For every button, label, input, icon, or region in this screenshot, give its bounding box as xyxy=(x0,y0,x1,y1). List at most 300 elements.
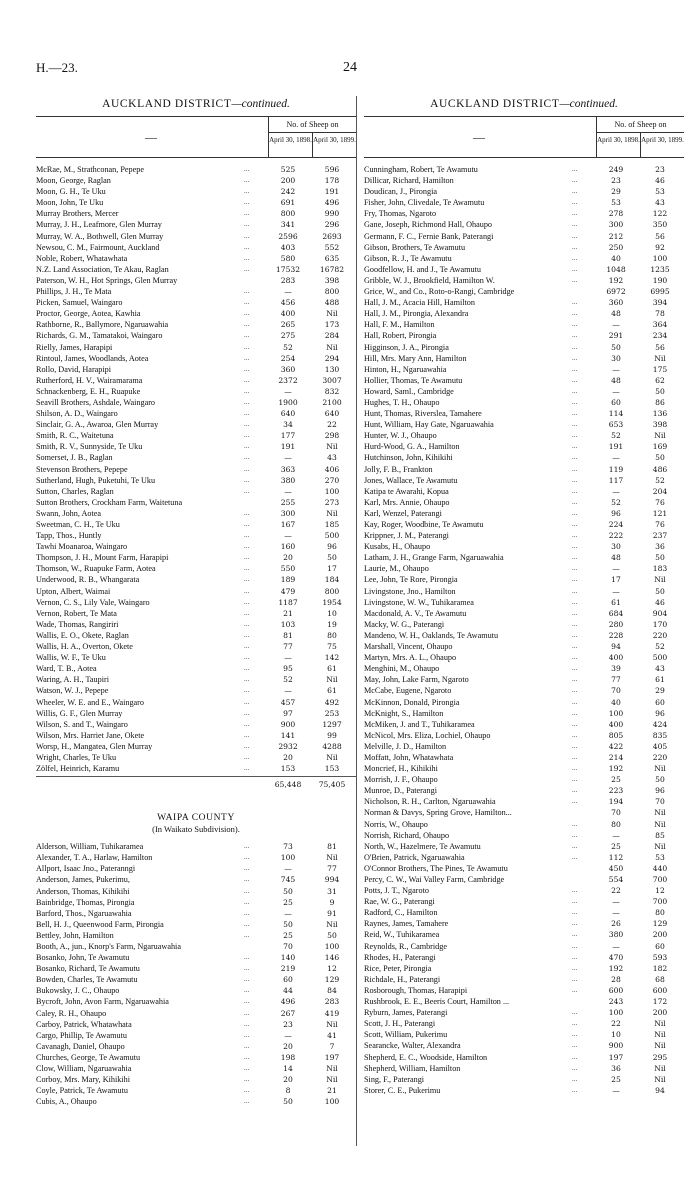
owner-name: Dillicar, Richard, Hamilton xyxy=(364,176,454,186)
sheep-1898: 197 xyxy=(608,1052,624,1062)
district-title: AUCKLAND DISTRICT—continued. xyxy=(430,98,618,110)
total-1899: 75,405 xyxy=(318,780,346,790)
owner-name: Jones, Wallace, Te Awamutu xyxy=(364,475,458,485)
table-row xyxy=(36,286,356,297)
owner-name: Watson, W. J., Pepepe xyxy=(36,686,109,696)
table-row xyxy=(364,219,684,230)
sheep-1898: — xyxy=(284,864,292,874)
owner-name: Rollo, David, Harapipi xyxy=(36,364,112,374)
leader-dots: ... xyxy=(572,331,578,340)
sheep-1899: 200 xyxy=(652,1008,668,1018)
sheep-1898: 2932 xyxy=(278,741,298,751)
leader-dots: ... xyxy=(572,786,578,795)
owner-name: Kay, Roger, Woodbine, Te Awamutu xyxy=(364,520,484,529)
sheep-1898: 23 xyxy=(283,1019,293,1029)
owner-name: O'Brien, Patrick, Ngaruawahia xyxy=(364,852,465,862)
sheep-1899: 234 xyxy=(652,331,668,341)
table-row xyxy=(36,652,356,663)
sheep-1898: 140 xyxy=(280,953,296,963)
table-row xyxy=(364,541,684,552)
table-row xyxy=(36,186,356,197)
table-row xyxy=(36,1030,356,1041)
table-row xyxy=(36,541,356,552)
owner-name: Martyn, Mrs. A. L., Ohaupo xyxy=(364,653,457,663)
sheep-1898: 525 xyxy=(280,165,296,174)
owner-name: Wallis, H. A., Overton, Okete xyxy=(36,642,133,652)
owner-name: Macdonald, A. V., Te Awamutu xyxy=(364,608,467,618)
sheep-1898: 61 xyxy=(611,597,621,607)
sheep-1898: 112 xyxy=(608,852,624,862)
owner-name: Richards, G. M., Tamatakoi, Waingaro xyxy=(36,331,163,341)
sheep-1899: 60 xyxy=(655,697,665,707)
sheep-1898: 81 xyxy=(283,630,293,640)
sheep-1898: 278 xyxy=(608,209,624,219)
county-rows xyxy=(36,841,356,1107)
table-row xyxy=(364,186,684,197)
leader-dots: ... xyxy=(572,974,578,983)
owner-name: Stevenson Brothers, Pepepe xyxy=(36,464,128,474)
leader-dots: ... xyxy=(572,242,578,251)
sheep-1899: 1954 xyxy=(322,597,342,607)
sheep-1899: Nil xyxy=(654,764,666,774)
owner-name: Cargo, Phillip, Te Awamutu xyxy=(36,1030,127,1040)
owner-name: Booth, A., jun., Knorp's Farm, Ngaruawahia xyxy=(36,942,181,951)
header-dash: — xyxy=(145,129,157,144)
sheep-1899: 61 xyxy=(327,664,337,674)
owner-name: Alderson, William, Tuhikaramea xyxy=(36,842,144,852)
sheep-1899: 190 xyxy=(652,275,668,285)
leader-dots: ... xyxy=(572,752,578,761)
sheep-1899: 440 xyxy=(652,863,668,873)
sheep-1898: 14 xyxy=(283,1064,293,1074)
owner-name: Moncrief, H., Kihikihi xyxy=(364,764,438,774)
owner-name: Norrish, Richard, Ohaupo xyxy=(364,830,450,840)
sheep-1898: 400 xyxy=(608,653,624,663)
leader-dots: ... xyxy=(572,475,578,484)
sheep-1899: 270 xyxy=(324,475,340,485)
owner-name: Bosanko, Richard, Te Awamutu xyxy=(36,964,140,974)
leader-dots xyxy=(244,275,266,286)
owner-name: Rosborough, Thomas, Harapipi xyxy=(364,985,468,995)
table-row xyxy=(364,530,684,541)
sheep-1899: 405 xyxy=(652,741,668,751)
table-row xyxy=(364,974,684,985)
table-row xyxy=(364,918,684,929)
owner-name: Hunt, Thomas, Riverslea, Tamahere xyxy=(364,409,482,419)
table-row xyxy=(364,408,684,419)
sheep-1898: 52 xyxy=(611,431,621,441)
table-row xyxy=(36,886,356,897)
sheep-1898: 554 xyxy=(608,875,624,884)
sheep-1899: 700 xyxy=(652,897,668,907)
owner-name: Upton, Albert, Waimai xyxy=(36,586,111,596)
table-row xyxy=(364,830,684,841)
sheep-1899: 85 xyxy=(655,830,665,840)
owner-name: Scott, William, Pukerimu xyxy=(364,1030,448,1040)
sheep-1899: 94 xyxy=(655,1085,665,1095)
right-column xyxy=(364,96,684,1096)
sheep-1899: Nil xyxy=(326,442,338,452)
leader-dots: ... xyxy=(572,264,578,273)
sheep-1898: 50 xyxy=(283,1097,293,1107)
table-row xyxy=(36,641,356,652)
table-row xyxy=(364,896,684,907)
sheep-1899: Nil xyxy=(326,919,338,929)
sheep-1898: 153 xyxy=(280,764,296,774)
leader-dots: ... xyxy=(572,1008,578,1017)
leader-dots: ... xyxy=(572,730,578,739)
sheep-1899: 68 xyxy=(655,974,665,984)
sheep-1899: 600 xyxy=(652,985,668,995)
table-row xyxy=(36,319,356,330)
table-row xyxy=(364,486,684,497)
leader-dots: ... xyxy=(572,719,578,728)
leader-dots: ... xyxy=(244,1019,250,1028)
sheep-1899: Nil xyxy=(654,819,666,829)
leader-dots: ... xyxy=(244,675,250,684)
leader-dots: ... xyxy=(244,520,250,528)
owner-name: Hall, J. M., Acacia Hill, Hamilton xyxy=(364,298,475,308)
table-row xyxy=(36,985,356,996)
owner-name: Cunningham, Robert, Te Awamutu xyxy=(364,165,478,174)
leader-dots: ... xyxy=(572,697,578,706)
leader-dots: ... xyxy=(244,864,250,873)
sheep-1899: 29 xyxy=(655,686,665,696)
leader-dots: ... xyxy=(244,619,250,628)
table-row xyxy=(36,897,356,908)
sheep-1899: 182 xyxy=(652,963,668,973)
owner-name: Rielly, James, Harapipi xyxy=(36,342,113,352)
leader-dots: ... xyxy=(572,1030,578,1039)
sheep-1898: 25 xyxy=(611,775,621,785)
sheep-1899: Nil xyxy=(654,1074,666,1084)
owner-name: Hinton, H., Ngaruawahia xyxy=(364,364,447,374)
owner-name: Smith, R. V., Sunnyside, Te Uku xyxy=(36,442,143,452)
table-row xyxy=(364,796,684,807)
table-row xyxy=(36,519,356,530)
sheep-1899: 2100 xyxy=(322,397,342,407)
sheep-1899: 424 xyxy=(652,719,668,729)
sheep-1898: 691 xyxy=(280,198,296,208)
sheep-1898: 291 xyxy=(608,331,624,341)
sheep-1898: — xyxy=(284,386,292,396)
leader-dots xyxy=(572,286,594,297)
sheep-1898: 50 xyxy=(283,886,293,896)
leader-dots: ... xyxy=(572,653,578,662)
table-row xyxy=(36,353,356,364)
owner-name: Wilson, Mrs. Harriet Jane, Okete xyxy=(36,730,145,740)
table-row xyxy=(36,552,356,563)
sheep-1899: 23 xyxy=(655,165,665,174)
sheep-1899: 43 xyxy=(655,198,665,208)
owner-name: Bettley, John, Hamilton xyxy=(36,930,114,940)
sheep-1899: 419 xyxy=(324,1008,340,1018)
sheep-1898: 114 xyxy=(608,409,624,419)
leader-dots: ... xyxy=(572,664,578,673)
table-row xyxy=(36,952,356,963)
sheep-1898: 280 xyxy=(608,619,624,629)
leader-dots: ... xyxy=(244,475,250,484)
table-row xyxy=(364,286,684,297)
sheep-1899: 1235 xyxy=(650,264,670,274)
table-row xyxy=(36,1063,356,1074)
owner-name: Hall, Robert, Pirongia xyxy=(364,331,437,341)
sheep-1898: — xyxy=(284,453,292,463)
leader-dots: ... xyxy=(244,1030,250,1039)
table-row xyxy=(364,242,684,253)
sheep-1899: Nil xyxy=(654,1041,666,1051)
owner-name: Raynes, James, Tamahere xyxy=(364,919,449,929)
leader-dots: ... xyxy=(244,853,250,862)
leader-dots: ... xyxy=(244,220,250,229)
leader-dots: ... xyxy=(572,231,578,240)
sheep-1899: 52 xyxy=(655,642,665,652)
table-row xyxy=(364,741,684,752)
table-row xyxy=(364,1040,684,1051)
sheep-1898: 100 xyxy=(280,853,296,863)
table-row xyxy=(364,419,684,430)
sheep-1898: 600 xyxy=(608,985,624,995)
leader-dots: ... xyxy=(572,841,578,850)
sheep-1899: 9 xyxy=(329,897,335,907)
table-row xyxy=(36,419,356,430)
table-row xyxy=(364,785,684,796)
sheep-1899: Nil xyxy=(326,1019,338,1029)
leader-dots: ... xyxy=(244,875,250,884)
table-row xyxy=(36,1008,356,1019)
table-row xyxy=(364,774,684,785)
table-row xyxy=(364,952,684,963)
leader-dots: ... xyxy=(244,975,250,984)
leader-dots: ... xyxy=(572,597,578,606)
owner-name: Wallis, W. F., Te Uku xyxy=(36,653,106,663)
table-row xyxy=(364,386,684,397)
table-row xyxy=(36,1041,356,1052)
owner-name: Sutton Brothers, Crockham Farm, Waitetuna xyxy=(36,497,183,507)
owner-name: Scott, J. H., Paterangi xyxy=(364,1019,436,1029)
table-row xyxy=(364,519,684,530)
owner-name: Thompson, J. H., Mount Farm, Harapipi xyxy=(36,553,169,563)
leader-dots: ... xyxy=(244,1052,250,1061)
sheep-1899: 296 xyxy=(324,220,340,230)
sheep-1898: 25 xyxy=(283,930,293,940)
owner-name: O'Connor Brothers, The Pines, Te Awamutu xyxy=(364,863,508,873)
sheep-1899: 121 xyxy=(652,508,668,518)
table-row xyxy=(364,397,684,408)
leader-dots: ... xyxy=(572,575,578,584)
sheep-1898: 403 xyxy=(280,242,296,252)
leader-dots: ... xyxy=(244,1097,250,1106)
leader-dots: ... xyxy=(572,819,578,828)
sheep-1898: 496 xyxy=(280,997,296,1007)
leader-dots: ... xyxy=(572,686,578,695)
table-row xyxy=(36,231,356,242)
column-divider xyxy=(356,96,357,1146)
table-row xyxy=(364,752,684,763)
owner-name: Doudican, J., Pirongia xyxy=(364,187,437,197)
sheep-1899: 284 xyxy=(324,331,340,341)
sheep-1898: 6972 xyxy=(606,287,626,297)
sheep-1899: 91 xyxy=(327,908,337,918)
table-row xyxy=(364,231,684,242)
owner-name: Gibson, R. J., Te Awamutu xyxy=(364,253,452,263)
sheep-1898: 275 xyxy=(280,331,296,341)
sheep-1898: 40 xyxy=(611,697,621,707)
leader-dots xyxy=(572,874,594,885)
header-dash: — xyxy=(473,129,485,144)
owner-name: Waring, A. H., Taupiri xyxy=(36,675,109,685)
table-row xyxy=(36,342,356,353)
leader-dots: ... xyxy=(244,653,250,662)
leader-dots: ... xyxy=(244,553,250,562)
sheep-1898: 550 xyxy=(280,564,296,574)
owner-name: Bosanko, John, Te Awamutu xyxy=(36,953,130,963)
sheep-1898: 249 xyxy=(608,165,624,174)
owner-name: Reid, W., Tuhikaramea xyxy=(364,930,440,940)
leader-dots: ... xyxy=(244,242,250,251)
sheep-1899: 56 xyxy=(655,231,665,241)
sheep-1899: 185 xyxy=(324,520,340,529)
leader-dots: ... xyxy=(244,331,250,340)
table-row xyxy=(364,996,684,1007)
sheep-1898: 479 xyxy=(280,586,296,596)
sheep-1899: Nil xyxy=(326,342,338,352)
table-row xyxy=(36,1074,356,1085)
leader-dots: ... xyxy=(244,231,250,240)
sheep-1899: 220 xyxy=(652,630,668,640)
leader-dots: ... xyxy=(244,309,250,318)
table-row xyxy=(36,253,356,264)
page-number: 24 xyxy=(343,60,357,75)
table-row xyxy=(364,1052,684,1063)
table-row xyxy=(364,641,684,652)
district-title: AUCKLAND DISTRICT—continued. xyxy=(102,98,290,110)
table-row xyxy=(36,685,356,696)
sheep-1899: 84 xyxy=(327,986,337,996)
sheep-1898: 17 xyxy=(611,575,621,585)
sheep-1898: 267 xyxy=(280,1008,296,1018)
leader-dots: ... xyxy=(244,964,250,973)
sheep-1898: 117 xyxy=(608,475,624,485)
leader-dots: ... xyxy=(572,275,578,284)
leader-dots: ... xyxy=(244,897,250,906)
owner-name: Wilson, S. and T., Waingaro xyxy=(36,719,128,729)
sheep-1899: 364 xyxy=(652,320,668,330)
sheep-1899: 81 xyxy=(327,842,337,852)
sheep-1898: 28 xyxy=(611,974,621,984)
sheep-1898: 30 xyxy=(611,542,621,552)
table-row xyxy=(364,841,684,852)
leader-dots: ... xyxy=(572,165,578,173)
sheep-1899: 52 xyxy=(655,475,665,485)
sheep-1899: 175 xyxy=(652,364,668,374)
sheep-1899: 76 xyxy=(655,520,665,529)
sheep-1898: 1048 xyxy=(606,264,626,274)
owner-name: Rice, Peter, Pirongia xyxy=(364,963,432,973)
owner-name: Smith, R. C., Waitetuna xyxy=(36,431,114,441)
owner-name: Ryburn, James, Paterangi xyxy=(364,1008,448,1018)
sheep-1899: 488 xyxy=(324,298,340,308)
leader-dots: ... xyxy=(572,320,578,329)
table-row xyxy=(364,353,684,364)
leader-dots: ... xyxy=(572,198,578,207)
table-row xyxy=(36,375,356,386)
table-row xyxy=(36,408,356,419)
leader-dots: ... xyxy=(572,642,578,651)
sheep-1899: 237 xyxy=(652,531,668,541)
owner-name: Hurd-Wood, G. A., Hamilton xyxy=(364,442,460,452)
table-row xyxy=(364,253,684,264)
sheep-1898: 745 xyxy=(280,875,296,885)
owner-name: Zölfel, Heinrich, Karamu xyxy=(36,764,120,774)
sheep-1898: 341 xyxy=(280,220,296,230)
leader-dots: ... xyxy=(244,575,250,584)
owner-name: Underwood, R. B., Whangarata xyxy=(36,575,140,585)
owner-name: Allport, Isaac Jno., Pateranngi xyxy=(36,864,136,874)
table-row xyxy=(364,441,684,452)
leader-dots: ... xyxy=(244,464,250,473)
sheep-1899: 197 xyxy=(324,1052,340,1062)
leader-dots: ... xyxy=(572,397,578,406)
sheep-1898: 30 xyxy=(611,353,621,363)
leader-dots: ... xyxy=(572,253,578,262)
table-row xyxy=(36,275,356,286)
table-row xyxy=(36,364,356,375)
owner-name: Howard, Saml., Cambridge xyxy=(364,386,454,396)
left-column xyxy=(36,96,356,1107)
leader-dots: ... xyxy=(244,719,250,728)
sheep-1898: — xyxy=(612,897,620,907)
sheep-1898: 1900 xyxy=(278,397,298,407)
sheep-1899: Nil xyxy=(654,808,666,818)
sheep-1898: — xyxy=(284,1030,292,1040)
sheep-1899: 50 xyxy=(655,453,665,463)
leader-dots: ... xyxy=(572,608,578,617)
leader-dots: ... xyxy=(244,953,250,962)
sheep-1898: — xyxy=(284,287,292,297)
table-row xyxy=(36,719,356,730)
sheep-1899: 4288 xyxy=(322,741,342,751)
leader-dots: ... xyxy=(572,209,578,218)
sheep-1899: Nil xyxy=(654,431,666,441)
sheep-1899: 294 xyxy=(324,353,340,363)
sheep-1899: 100 xyxy=(652,253,668,263)
owner-name: Rae, W. G., Paterangi xyxy=(364,897,435,907)
sheep-1898: 17532 xyxy=(275,264,301,274)
sheep-1898: 224 xyxy=(608,520,624,529)
table-row xyxy=(364,708,684,719)
leader-dots: ... xyxy=(244,642,250,651)
sheep-1899: Nil xyxy=(654,841,666,851)
sheep-1899: 800 xyxy=(324,586,340,596)
leader-dots: ... xyxy=(572,453,578,462)
table-row xyxy=(36,508,356,519)
sheep-1899: 61 xyxy=(327,686,337,696)
sheep-1899: Nil xyxy=(654,575,666,585)
sheep-1899: 129 xyxy=(652,919,668,929)
owner-name: Krippner, J. M., Paterangi xyxy=(364,531,449,541)
sheep-1898: 48 xyxy=(611,375,621,385)
owner-name: Picken, Samuel, Waingaro xyxy=(36,298,123,308)
table-row xyxy=(36,752,356,763)
sheep-1898: 254 xyxy=(280,353,296,363)
leader-dots: ... xyxy=(572,420,578,429)
sheep-1899: 153 xyxy=(324,764,340,774)
table-row xyxy=(364,985,684,996)
owner-name: Bell, H. J., Queenwood Farm, Pirongia xyxy=(36,919,164,929)
sheep-1899: 53 xyxy=(655,852,665,862)
table-row xyxy=(36,852,356,863)
